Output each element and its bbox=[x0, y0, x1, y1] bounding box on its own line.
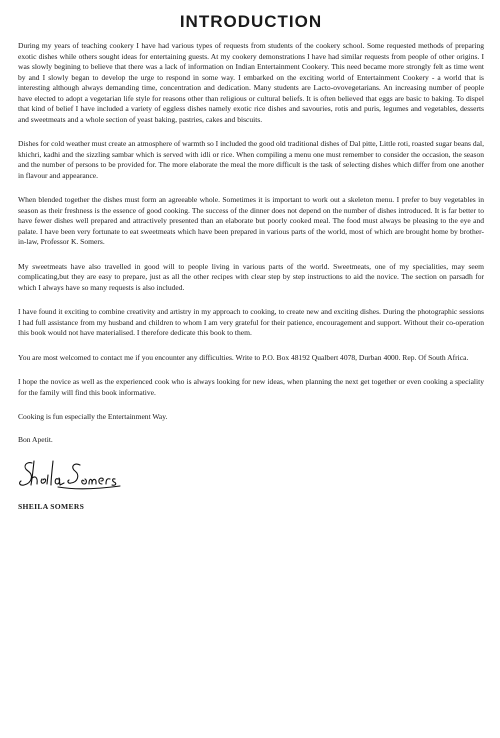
signer-name: SHEILA SOMERS bbox=[18, 502, 85, 511]
paragraph-creativity: I have found it exciting to combine creativity and artistry in my approach to cooking, to create new and exciting dishes. During the photographic sessions I had full assistance from my husband and children to whom I am very grateful for their patience, encouragement and support. Without their co-operation this book would not have materialised. I therefore dedicate this book to them. bbox=[18, 307, 484, 337]
page-title: INTRODUCTION bbox=[179, 12, 323, 31]
paragraph-contact: You are most welcomed to contact me if you encounter any difficulties. Write to P.O. Box 48192 Qualbert 4078, Durban 4000. Rep. Of South Africa. bbox=[18, 352, 469, 362]
document-page bbox=[18, 12, 484, 511]
paragraph-teaching-cookery: During my years of teaching cookery I have had various types of requests from students of the cookery school. Some requested methods of preparing exotic dishes while others sought ideas for entertaining guests. At my cookery demonstrations I have had similar requests from people of other origins. I was slowly begining to believe that there was a lack of information on Indian Entertainment Cookery. This need became more strongly felt as time went by and I slowly began to develop the urge to respond in some way. I embarked on the exciting world of Entertainment Cookery - a world that is interesting although always demanding time, concentration and dedication. Many students are Lacto-ovovegetarians. An increasing number of people have elected to adopt a vegetarian life style for reasons other than religious or cultural beliefs. It is often believed that eggs are basic to baking. To dispel that kind of belief I have included a variety of eggless dishes namely exotic rice dishes and savouries, rotis and puris, legumes and vegetables, desserts and sweetmeats and a whole section of yeast baking, pastries, cakes and biscuits. bbox=[18, 41, 484, 124]
paragraph-cold-weather: Dishes for cold weather must create an atmosphere of warmth so I included the good old traditional dishes of Dal pitte, Little roti, roasted sugar beans dal, khichri, kadhi and the sizzling sambar which is served with idli or rice. When compiling a menu one must remember to consider the occasion, the season and the number of persons to be provided for. The more elaborate the meal the more difficult is the task of selecting dishes which differ from one another in flavour and appearance. bbox=[18, 139, 484, 180]
paragraph-cooking-fun: Cooking is fun especially the Entertainment Way. bbox=[18, 412, 168, 421]
paragraph-sweetmeats: My sweetmeats have also travelled in good will to people living in various parts of the world. Sweetmeats, one of my specialities, may seem complicating,but they are easy to prepare, just as all the other recipes with clear step by step instructions to aid the novice. The section on parsadh for which I always have so many requests is also included. bbox=[18, 261, 484, 292]
paragraph-blended-dishes: When blended together the dishes must form an agreeable whole. Sometimes it is important to work out a skeleton menu. I prefer to buy vegetables in season as their freshness is the essence of good cooking. The success of the dinner does not depend on the number of dishes introduced. It is far better to have fewer dishes well prepared and attractively presented than an elaborate but poorly cooked meal. The food must always be pleasing to the eye and palate. I have been very fortunate to eat sweetmeats which have been prepared in various parts of the world, most of which are brought home by brother-in-law, Professor K. Somers. bbox=[18, 195, 484, 246]
handwritten-signature bbox=[18, 451, 128, 495]
paragraph-novice: I hope the novice as well as the experienced cook who is always looking for new ideas, when planning the next get together or even cooking a speciality for the family will find this book informative. bbox=[18, 377, 484, 397]
paragraph-bon-apetit: Bon Apetit. bbox=[18, 434, 53, 444]
